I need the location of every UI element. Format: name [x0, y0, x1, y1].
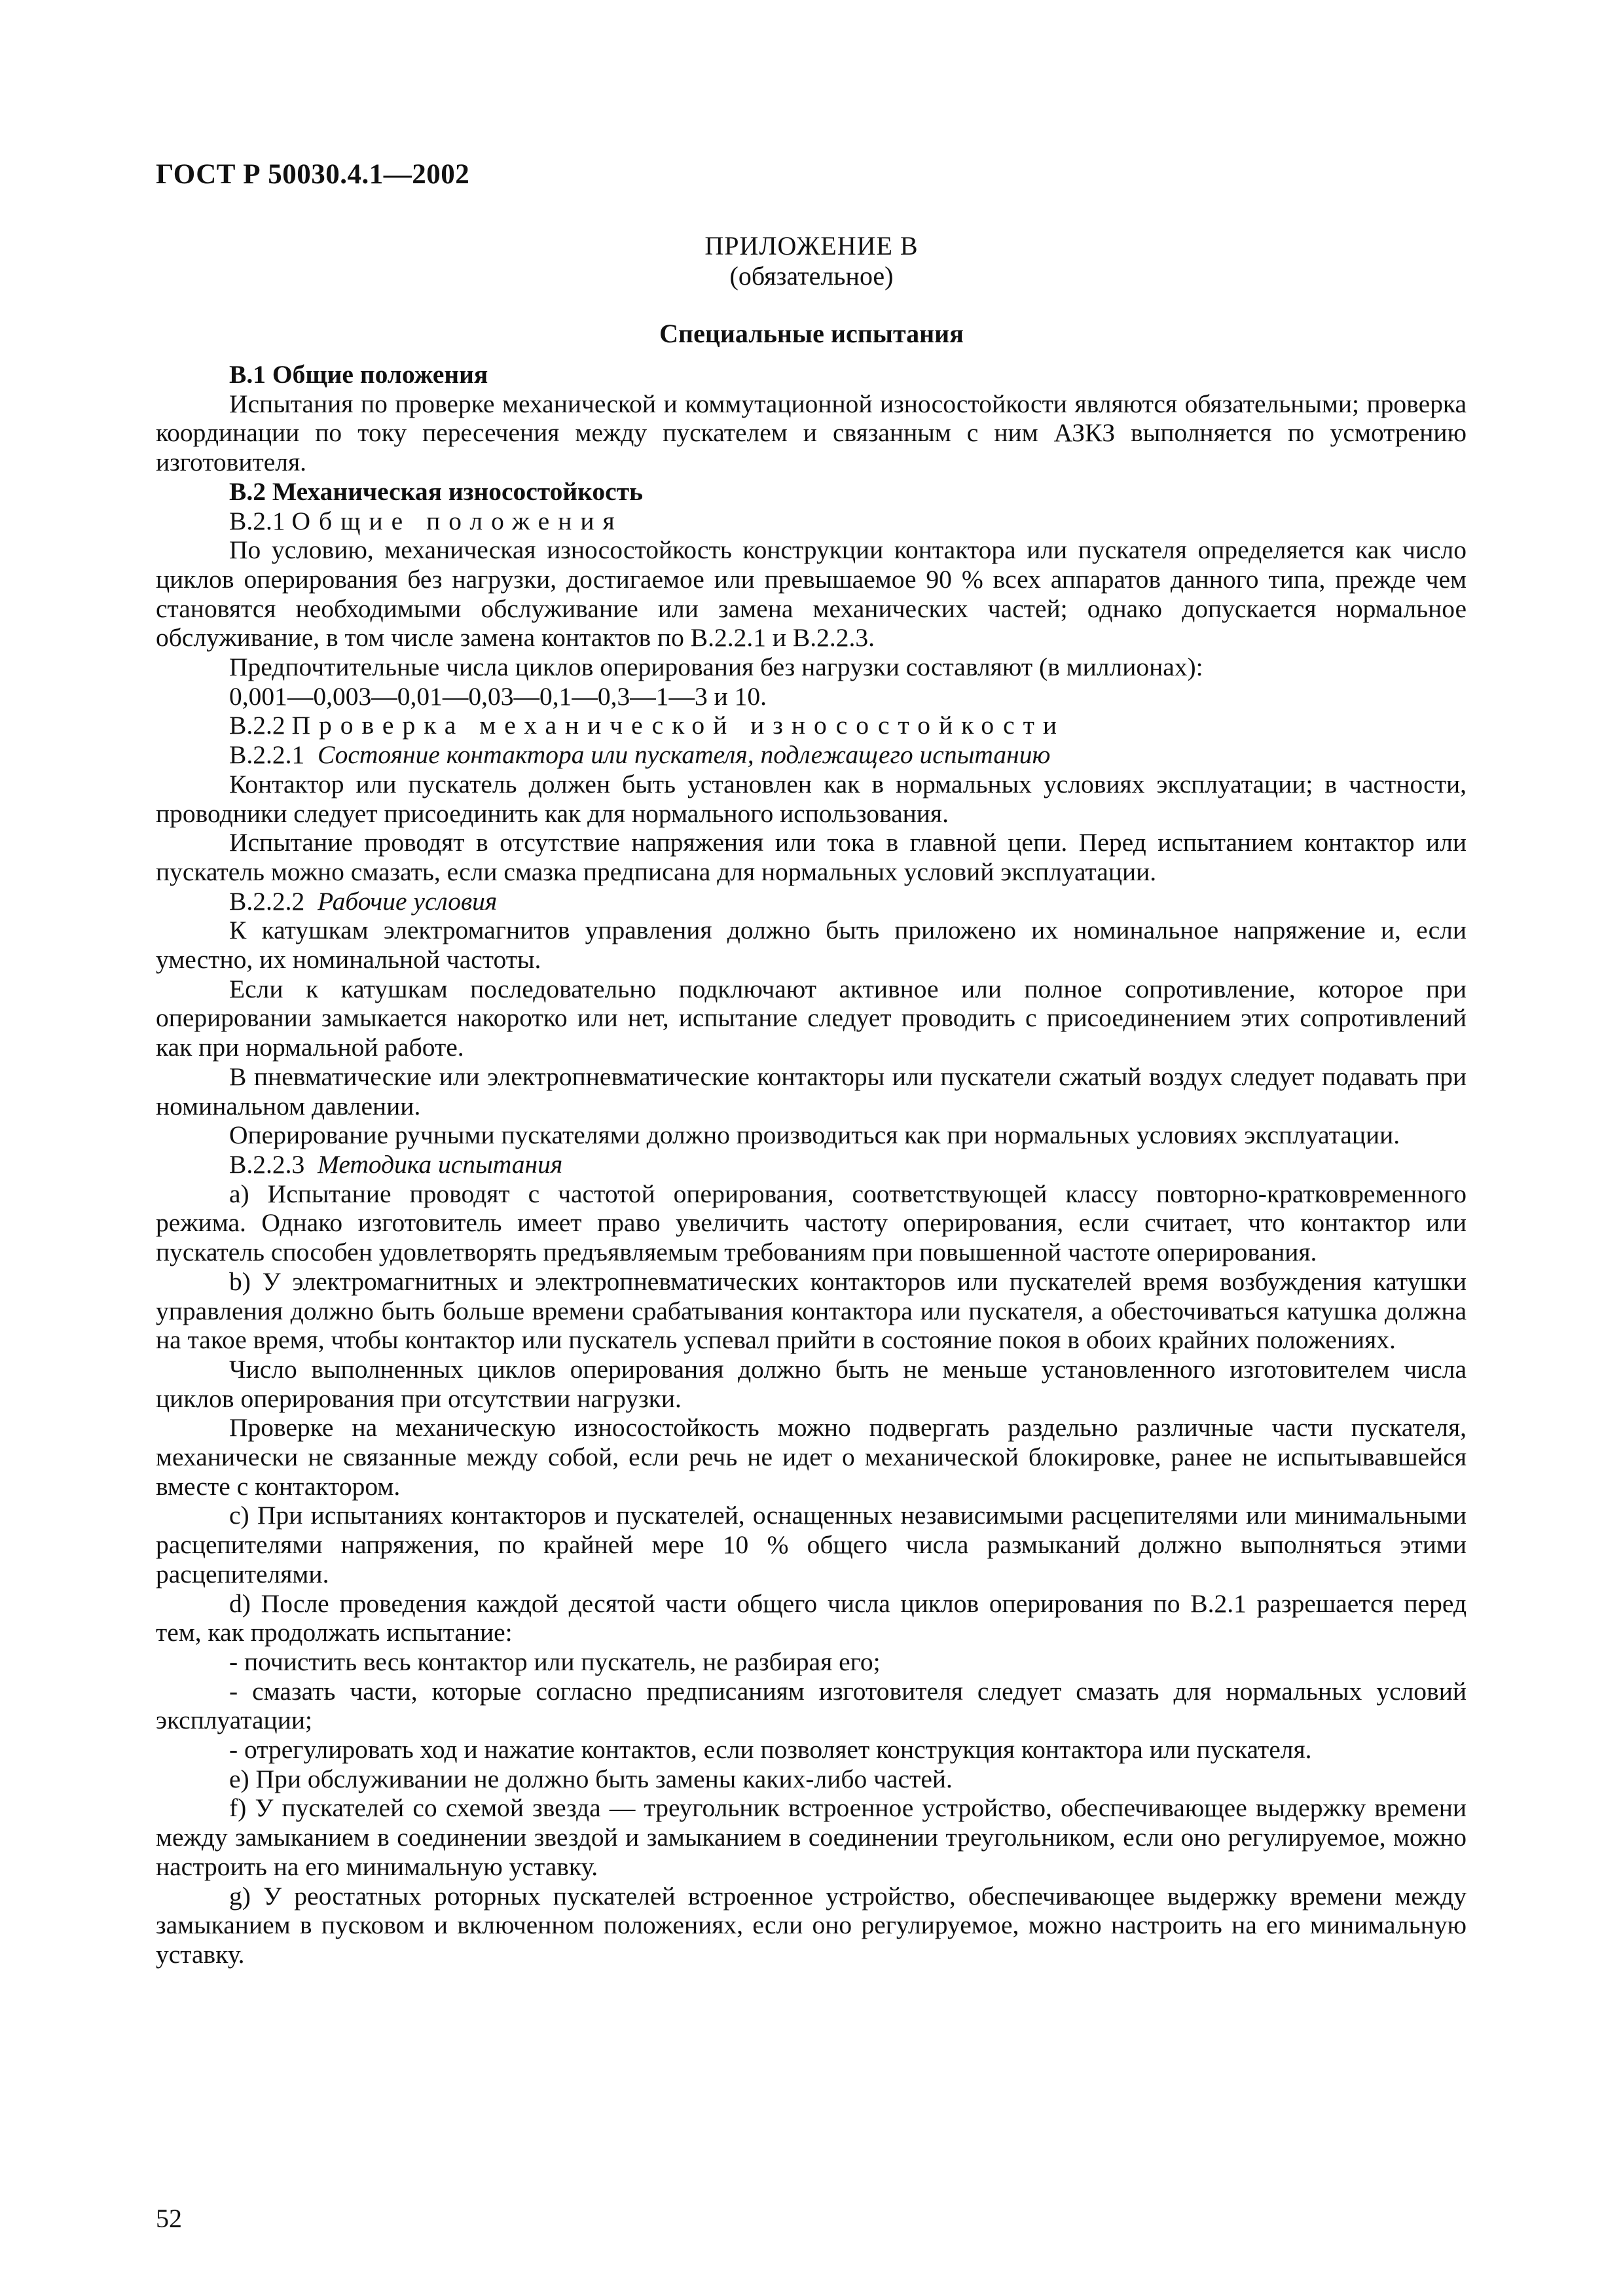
- subsection-number: В.2.1: [229, 506, 285, 535]
- subsection-heading-b221: [156, 740, 1467, 770]
- paragraph: Если к катушкам последовательно подключают активное или полное сопротивление, которое при оперировании замыкается накоротко или нет, испытание следует проводить с присоединением этих сопротивлений как при нормальной работе.: [156, 974, 1467, 1062]
- paragraph: По условию, механическая износостойкость конструкции контактора или пускателя определяется как число циклов оперирования без нагрузки, достигаемое или превышаемое 90 % всех аппаратов данного типа, прежде чем становятся необходимыми обслуживание или замена механических частей; однако допускается нормальное обслуживание, в том числе замена контактов по В.2.2.1 и В.2.2.3.: [156, 535, 1467, 653]
- paragraph: Предпочтительные числа циклов оперирования без нагрузки составляют (в миллионах):: [229, 653, 1203, 682]
- sub-list-item: - смазать части, которые согласно предписаниям изготовителя следует смазать для нормальных условий эксплуатации;: [156, 1676, 1467, 1735]
- subsection-number: В.2.2.3: [229, 1149, 305, 1179]
- subsection-heading-b21: [156, 507, 1467, 536]
- sub-list-item: - отрегулировать ход и нажатие контактов, если позволяет конструкция контактора или пускателя.: [229, 1735, 1312, 1765]
- section-heading-b2: В.2 Механическая износостойкость: [229, 476, 643, 506]
- paragraph: Испытание проводят в отсутствие напряжения или тока в главной цепи. Перед испытанием контактор или пускатель можно смазать, если смазка предписана для нормальных условий эксплуатации.: [156, 828, 1467, 886]
- subsection-number: В.2.2.2: [229, 886, 305, 916]
- document-body: [156, 360, 1467, 1969]
- document-header: ГОСТ Р 50030.4.1—2002: [156, 159, 470, 190]
- paragraph: Испытания по проверке механической и коммутационной износостойкости являются обязательными; проверка координации по току пересечения между пускателем и связанным с ним АЗКЗ выполняется по усмотрению изготовителя.: [156, 389, 1467, 477]
- subsection-heading-b222: [156, 887, 1467, 916]
- sub-list-item: - почистить весь контактор или пускатель, не разбирая его;: [229, 1647, 881, 1676]
- paragraph: Контактор или пускатель должен быть установлен как в нормальных условиях эксплуатации; в частности, проводники следует присоединить как для нормального использования.: [156, 769, 1467, 828]
- paragraph: Число выполненных циклов оперирования должно быть не меньше установленного изготовителем числа циклов оперирования при отсутствии нагрузки.: [156, 1354, 1467, 1413]
- appendix-status: (обязательное): [729, 261, 894, 291]
- subsection-title: Рабочие условия: [317, 886, 498, 916]
- subsection-number: В.2.2: [229, 711, 285, 740]
- appendix-label: ПРИЛОЖЕНИЕ В: [704, 231, 919, 260]
- subsection-title: Проверка механической износостойкости: [291, 711, 1066, 740]
- section-heading-b1: В.1 Общие положения: [229, 360, 488, 389]
- list-item: b) У электромагнитных и электропневматических контакторов или пускателей время возбуждения катушки управления должно быть больше времени срабатывания контактора или пускателя, а обесточиваться катушка должна на такое время, чтобы контактор или пускатель успевал прийти в состояние покоя в обоих крайних положениях.: [156, 1266, 1467, 1355]
- section-title: Специальные испытания: [659, 319, 964, 348]
- paragraph: Оперирование ручными пускателями должно производиться как при нормальных условиях эксплуатации.: [229, 1121, 1400, 1150]
- list-item: f) У пускателей со схемой звезда — треугольник встроенное устройство, обеспечивающее выдержку времени между замыканием в соединении звездой и замыканием в соединении треугольником, если оно регулируемое, можно настроить на его минимальную уставку.: [156, 1793, 1467, 1881]
- paragraph: В пневматические или электропневматические контакторы или пускатели сжатый воздух следует подавать при номинальном давлении.: [156, 1062, 1467, 1121]
- subsection-title: Методика испытания: [317, 1149, 563, 1179]
- list-item: с) При испытаниях контакторов и пускателей, оснащенных независимыми расцепителями или минимальными расцепителями напряжения, по крайней мере 10 % общего числа размыканий должно выполняться этими расцепителями.: [156, 1501, 1467, 1588]
- subsection-title: Состояние контактора или пускателя, подлежащего испытанию: [317, 740, 1051, 770]
- subsection-heading-b22: [156, 711, 1467, 740]
- paragraph: К катушкам электромагнитов управления должно быть приложено их номинальное напряжение и, если уместно, их номинальной частоты.: [156, 916, 1467, 975]
- subsection-title: Общие положения: [291, 506, 623, 535]
- paragraph: Проверке на механическую износостойкость можно подвергать раздельно различные части пускателя, механически не связанные между собой, если речь не идет о механической блокировке, ранее не испытывавшейся вместе с контактором.: [156, 1413, 1467, 1501]
- list-item: d) После проведения каждой десятой части общего числа циклов оперирования по В.2.1 разрешается перед тем, как продолжать испытание:: [156, 1588, 1467, 1647]
- paragraph: 0,001—0,003—0,01—0,03—0,1—0,3—1—3 и 10.: [229, 681, 767, 711]
- page-number: 52: [156, 2204, 182, 2233]
- subsection-number: В.2.2.1: [229, 740, 305, 770]
- list-item: е) При обслуживании не должно быть замены каких-либо частей.: [229, 1764, 953, 1793]
- subsection-heading-b223: [156, 1150, 1467, 1179]
- list-item: а) Испытание проводят с частотой оперирования, соответствующей классу повторно-кратковременного режима. Однако изготовитель имеет право увеличить частоту оперирования, если считает, что контактор или пускатель способен удовлетворять предъявляемым требованиям при повышенной частоте оперирования.: [156, 1179, 1467, 1267]
- list-item: g) У реостатных роторных пускателей встроенное устройство, обеспечивающее выдержку времени между замыканием в пусковом и включенном положениях, если оно регулируемое, можно настроить на его минимальную уставку.: [156, 1881, 1467, 1969]
